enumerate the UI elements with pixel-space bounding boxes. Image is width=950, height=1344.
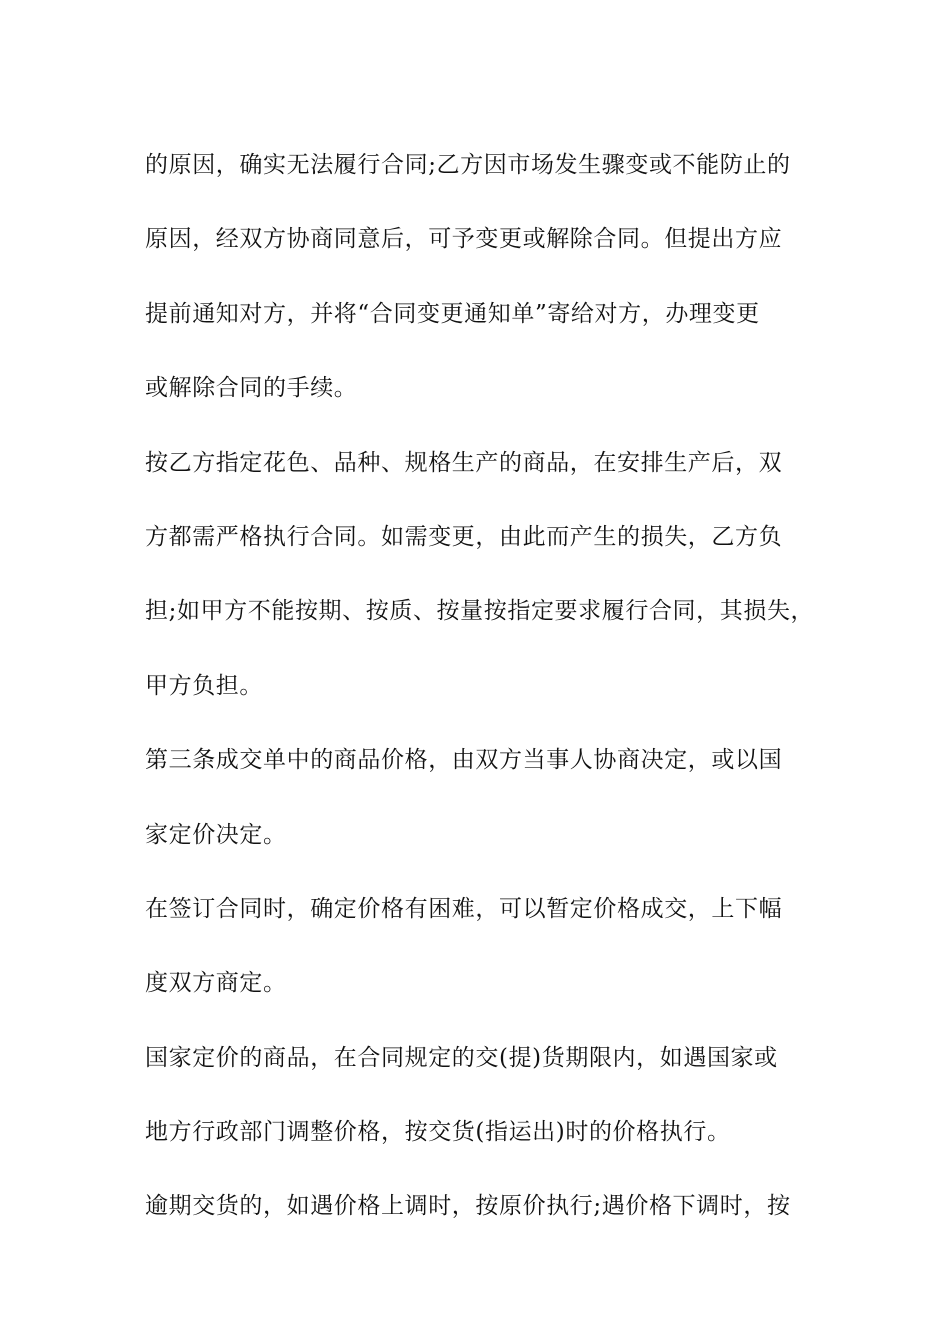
text-line: 原因，经双方协商同意后，可予变更或解除合同。但提出方应 <box>145 226 783 253</box>
text-line: 逾期交货的，如遇价格上调时，按原价执行;遇价格下调时，按 <box>145 1193 791 1220</box>
text-line: 担;如甲方不能按期、按质、按量按指定要求履行合同，其损失， <box>145 598 815 625</box>
text-line: 的原因，确实无法履行合同;乙方因市场发生骤变或不能防止的 <box>145 152 791 178</box>
text-line: 按乙方指定花色、品种、规格生产的商品，在安排生产后，双 <box>145 449 783 476</box>
text-line: 家定价决定。 <box>145 821 287 848</box>
text-line: 提前通知对方，并将“合同变更通知单”寄给对方，办理变更 <box>145 300 760 327</box>
document-body <box>145 128 825 1244</box>
text-line: 或解除合同的手续。 <box>145 375 358 402</box>
text-line: 第三条成交单中的商品价格，由双方当事人协商决定，或以国 <box>145 747 783 774</box>
text-line: 地方行政部门调整价格，按交货(指运出)时的价格执行。 <box>145 1119 731 1146</box>
text-line: 度双方商定。 <box>145 970 287 997</box>
text-line: 国家定价的商品，在合同规定的交(提)货期限内，如遇国家或 <box>145 1044 778 1071</box>
text-line: 在签订合同时，确定价格有困难，可以暂定价格成交，上下幅 <box>145 895 783 922</box>
text-line: 方都需严格执行合同。如需变更，由此而产生的损失，乙方负 <box>145 523 783 550</box>
text-line: 甲方负担。 <box>145 672 263 699</box>
